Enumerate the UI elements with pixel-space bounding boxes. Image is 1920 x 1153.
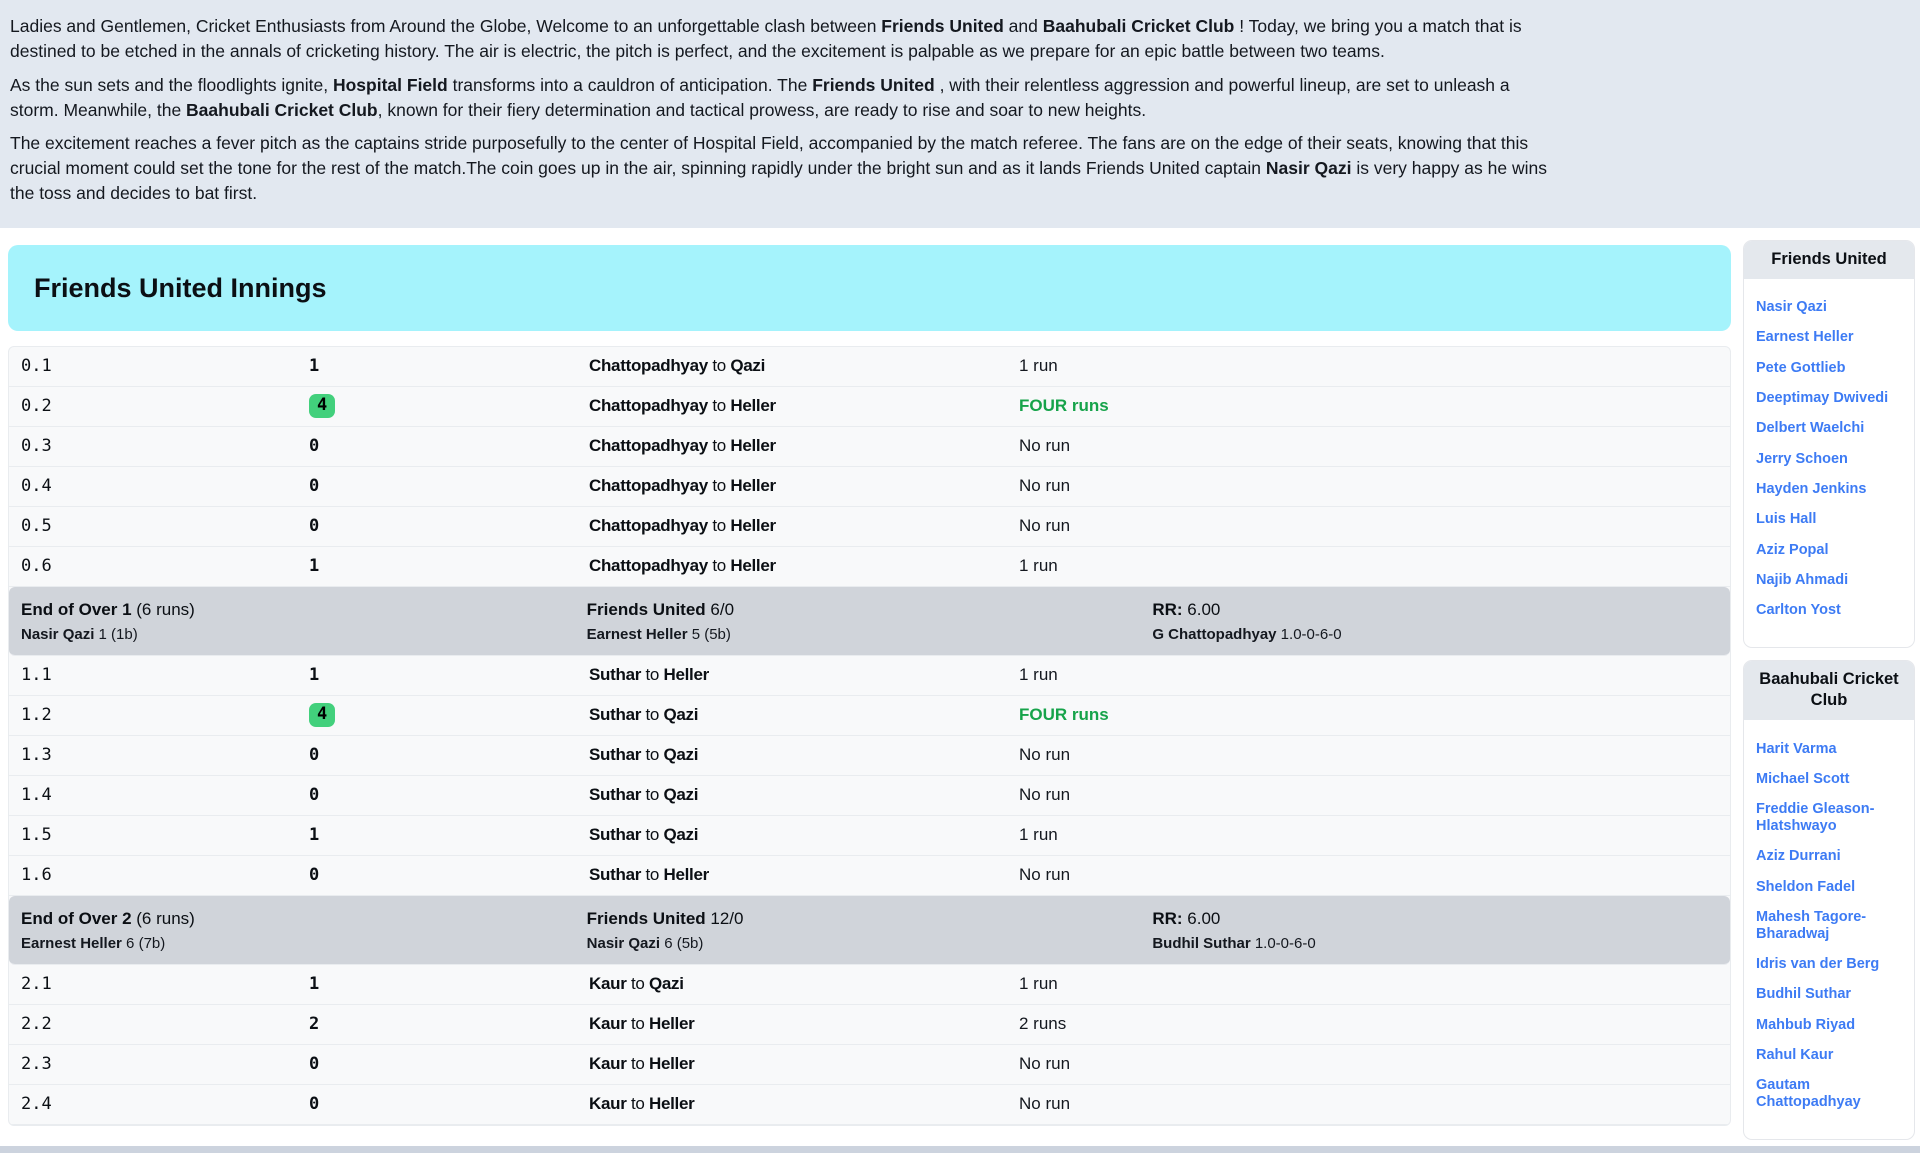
match-intro-section — [0, 0, 1920, 228]
bowler-to-batter: Kaur to Heller — [589, 1054, 695, 1074]
over-summary-line2: Nasir Qazi 6 (5b) — [586, 934, 704, 952]
ball-number: 1.1 — [21, 665, 52, 686]
ball-commentary: No run — [1019, 785, 1071, 805]
ball-number: 0.6 — [21, 556, 52, 577]
ball-row — [9, 547, 1730, 587]
over-summary-line1: Friends United 6/0 — [586, 599, 735, 619]
bowler-to-batter: Chattopadhyay to Heller — [589, 556, 776, 576]
ball-commentary: 1 run — [1019, 825, 1058, 845]
ball-number: 0.2 — [21, 396, 52, 417]
over-summary-line1: RR: 6.00 — [1152, 599, 1221, 619]
runs-value: 0 — [309, 1054, 320, 1075]
player-link[interactable]: Pete Gottlieb — [1756, 359, 1846, 376]
ball-by-ball-table — [8, 346, 1731, 1126]
bowler-to-batter: Kaur to Heller — [589, 1094, 695, 1114]
runs-value: 0 — [309, 476, 320, 497]
team-panel-title: Baahubali Cricket Club — [1744, 661, 1914, 721]
ball-number: 0.1 — [21, 356, 52, 377]
over-summary-line2: Nasir Qazi 1 (1b) — [21, 625, 138, 643]
ball-number: 0.5 — [21, 516, 52, 537]
bowler-to-batter: Chattopadhyay to Qazi — [589, 356, 766, 376]
ball-row — [9, 1085, 1730, 1125]
team-player-list — [1744, 279, 1914, 647]
ball-commentary: No run — [1019, 865, 1071, 885]
runs-value — [309, 394, 589, 418]
player-link[interactable]: Harit Varma — [1756, 740, 1837, 757]
bowler-to-batter: Suthar to Qazi — [589, 705, 699, 725]
player-link[interactable]: Rahul Kaur — [1756, 1047, 1834, 1064]
player-link[interactable]: Aziz Durrani — [1756, 848, 1841, 865]
boundary-badge: 4 — [309, 703, 335, 727]
over-summary-line1: End of Over 1 (6 runs) — [21, 599, 195, 619]
player-link[interactable]: Freddie Gleason-Hlatshwayo — [1756, 801, 1875, 835]
ball-commentary: 2 runs — [1019, 1014, 1067, 1034]
over-summary-line1: Friends United 12/0 — [586, 908, 744, 928]
ball-row — [9, 856, 1730, 896]
bowler-to-batter: Suthar to Qazi — [589, 785, 699, 805]
ball-row — [9, 816, 1730, 856]
player-link[interactable]: Delbert Waelchi — [1756, 420, 1865, 437]
bowler-to-batter: Kaur to Heller — [589, 1014, 695, 1034]
ball-number: 1.3 — [21, 745, 52, 766]
bowler-to-batter: Chattopadhyay to Heller — [589, 516, 776, 536]
boundary-badge: 4 — [309, 394, 335, 418]
over-summary-line1: End of Over 2 (6 runs) — [21, 908, 195, 928]
runs-value: 0 — [309, 1094, 320, 1115]
over-summary-line2: Earnest Heller 5 (5b) — [586, 625, 731, 643]
player-link[interactable]: Hayden Jenkins — [1756, 481, 1867, 498]
ball-commentary: FOUR runs — [1019, 396, 1109, 416]
runs-value: 0 — [309, 436, 320, 457]
ball-number: 1.2 — [21, 705, 52, 726]
ball-commentary: 1 run — [1019, 665, 1058, 685]
over-summary-col-3 — [1152, 908, 1718, 953]
ball-row — [9, 736, 1730, 776]
player-link[interactable]: Budhil Suthar — [1756, 986, 1852, 1003]
bowler-to-batter: Suthar to Qazi — [589, 825, 699, 845]
ball-row — [9, 656, 1730, 696]
ball-row — [9, 387, 1730, 427]
ball-number: 1.4 — [21, 785, 52, 806]
bowler-to-batter: Suthar to Heller — [589, 665, 709, 685]
intro-paragraph-3: The excitement reaches a fever pitch as the captains stride purposefully to the center of Hospital Field, accompanied by the match referee. The fans are on the edge of their seats, knowing that this crucial moment could set the tone for the rest of the match.The coin goes up in the air, spinning rapidly under the bright sun and as it lands Friends United captain Nasir Qazi is very happy as he wins the toss and decides to bat first. — [10, 133, 1547, 204]
ball-row — [9, 696, 1730, 736]
player-link[interactable]: Najib Ahmadi — [1756, 571, 1849, 588]
runs-value: 0 — [309, 785, 320, 806]
runs-value: 0 — [309, 516, 320, 537]
player-link[interactable]: Earnest Heller — [1756, 329, 1854, 346]
innings-title: Friends United Innings — [8, 245, 1731, 331]
runs-value: 2 — [309, 1014, 320, 1035]
ball-number: 1.5 — [21, 825, 52, 846]
ball-commentary: No run — [1019, 1094, 1071, 1114]
bowler-to-batter: Suthar to Qazi — [589, 745, 699, 765]
ball-number: 1.6 — [21, 865, 52, 886]
runs-value: 0 — [309, 745, 320, 766]
ball-row — [9, 467, 1730, 507]
ball-number: 2.4 — [21, 1094, 52, 1115]
player-link[interactable]: Jerry Schoen — [1756, 450, 1848, 467]
team-panel-2 — [1743, 660, 1915, 1140]
team-player-list — [1744, 720, 1914, 1138]
player-link[interactable]: Sheldon Fadel — [1756, 878, 1856, 895]
intro-paragraph-2: As the sun sets and the floodlights ignite, Hospital Field transforms into a cauldron of anticipation. The Friends United , with their relentless aggression and powerful lineup, are set to unleash a storm. Meanwhile, the Baahubali Cricket Club, known for their fiery determination and tactical prowess, are ready to rise and soar to new heights. — [10, 74, 1510, 120]
ball-number: 0.4 — [21, 476, 52, 497]
player-link[interactable]: Michael Scott — [1756, 770, 1850, 787]
runs-value: 0 — [309, 865, 320, 886]
ball-commentary: FOUR runs — [1019, 705, 1109, 725]
ball-row — [9, 776, 1730, 816]
player-link[interactable]: Aziz Popal — [1756, 541, 1829, 558]
bottom-strip — [0, 1146, 1920, 1153]
over-summary-col-2 — [587, 599, 1153, 644]
end-of-over-summary — [9, 587, 1730, 656]
ball-commentary: No run — [1019, 516, 1071, 536]
player-link[interactable]: Luis Hall — [1756, 511, 1817, 528]
end-of-over-summary — [9, 896, 1730, 965]
ball-row — [9, 427, 1730, 467]
bowler-to-batter: Chattopadhyay to Heller — [589, 396, 776, 416]
runs-value: 1 — [309, 356, 320, 377]
player-link[interactable]: Mahbub Riyad — [1756, 1016, 1856, 1033]
runs-value: 1 — [309, 825, 320, 846]
ball-number: 2.2 — [21, 1014, 52, 1035]
content-area — [0, 228, 1920, 1152]
bowler-to-batter: Chattopadhyay to Heller — [589, 436, 776, 456]
ball-row — [9, 1005, 1730, 1045]
ball-number: 2.1 — [21, 974, 52, 995]
team-panel-title: Friends United — [1744, 241, 1914, 279]
over-summary-col-1 — [21, 908, 587, 953]
runs-value — [309, 703, 589, 727]
bowler-to-batter: Chattopadhyay to Heller — [589, 476, 776, 496]
ball-row — [9, 347, 1730, 387]
main-column — [8, 245, 1731, 1126]
ball-row — [9, 1045, 1730, 1085]
teams-sidebar — [1743, 240, 1915, 1152]
over-summary-col-3 — [1152, 599, 1718, 644]
over-summary-line2: Earnest Heller 6 (7b) — [21, 934, 166, 952]
ball-commentary: 1 run — [1019, 356, 1058, 376]
bowler-to-batter: Kaur to Qazi — [589, 974, 684, 994]
runs-value: 1 — [309, 665, 320, 686]
ball-commentary: No run — [1019, 745, 1071, 765]
over-summary-line2: G Chattopadhyay 1.0-0-6-0 — [1152, 625, 1342, 643]
ball-row — [9, 507, 1730, 547]
team-panel-1 — [1743, 240, 1915, 648]
ball-number: 2.3 — [21, 1054, 52, 1075]
over-summary-line1: RR: 6.00 — [1152, 908, 1221, 928]
ball-commentary: No run — [1019, 436, 1071, 456]
ball-commentary: No run — [1019, 476, 1071, 496]
ball-commentary: No run — [1019, 1054, 1071, 1074]
over-summary-line2: Budhil Suthar 1.0-0-6-0 — [1152, 934, 1316, 952]
over-summary-col-2 — [587, 908, 1153, 953]
player-link[interactable]: Deeptimay Dwivedi — [1756, 390, 1889, 407]
player-link[interactable]: Mahesh Tagore-Bharadwaj — [1756, 909, 1867, 942]
runs-value: 1 — [309, 556, 320, 577]
ball-commentary: 1 run — [1019, 556, 1058, 576]
ball-row — [9, 965, 1730, 1005]
player-link[interactable]: Gautam Chattopadhyay — [1756, 1077, 1861, 1111]
player-link[interactable]: Nasir Qazi — [1756, 299, 1827, 316]
player-link[interactable]: Carlton Yost — [1756, 602, 1841, 619]
intro-paragraph-1: Ladies and Gentlemen, Cricket Enthusiasts from Around the Globe, Welcome to an unforgettable clash between Friends United and Baahubali Cricket Club ! Today, we bring you a match that is destined to be etched in the annals of cricketing history. The air is electric, the pitch is perfect, and the excitement is palpable as we prepare for an epic battle between two teams. — [10, 16, 1522, 61]
ball-number: 0.3 — [21, 436, 52, 457]
player-link[interactable]: Idris van der Berg — [1756, 956, 1880, 973]
runs-value: 1 — [309, 974, 320, 995]
over-summary-col-1 — [21, 599, 587, 644]
bowler-to-batter: Suthar to Heller — [589, 865, 709, 885]
ball-commentary: 1 run — [1019, 974, 1058, 994]
